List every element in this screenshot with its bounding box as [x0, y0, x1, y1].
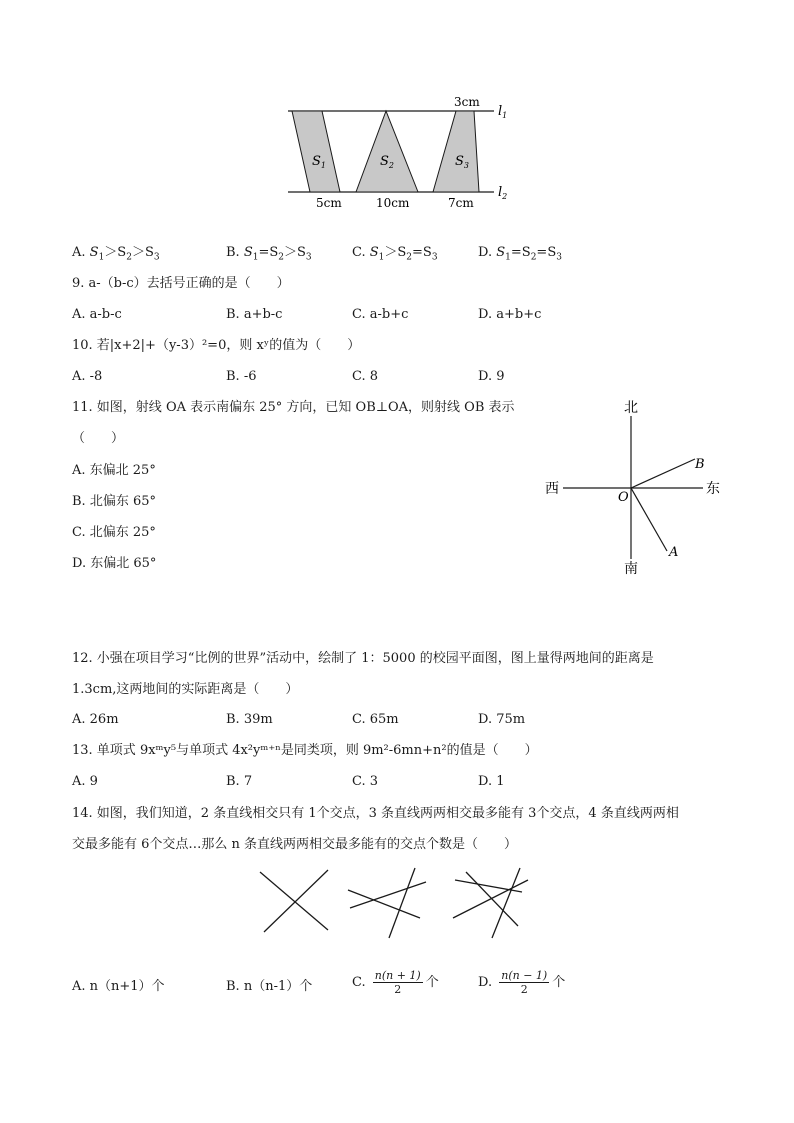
q11-option-b: B. 北偏东 65° [72, 494, 156, 509]
fraction-c: $\frac{n(n + 1)}{2}$ [374, 969, 421, 996]
q14-option-b: B. n（n-1）个 [226, 979, 313, 994]
q9-option-d: D. a+b+c [478, 307, 542, 322]
q8-option-b: B. $S_1=S_2>S_3$ [226, 245, 312, 263]
q8-option-a: A. $S_1>S_2>S_3$ [72, 245, 160, 263]
fig2-line-1 [348, 890, 420, 918]
ray-oa [631, 488, 667, 551]
q8-option-d: D. $S_1=S_2=S_3$ [478, 245, 562, 263]
label-north: 北 [624, 400, 638, 416]
label-s3: $S_3$ [455, 154, 469, 170]
q8-option-c: C. $S_1>S_2=S_3$ [352, 245, 438, 263]
q13-option-a: A. 9 [72, 774, 98, 789]
q14-option-c-unit: 个 [425, 975, 439, 990]
fig1-line-2 [264, 870, 328, 932]
q14-option-c [352, 970, 439, 995]
label-o: O [618, 490, 629, 505]
q12-stem-line2: 1.3cm,这两地间的实际距离是（ ） [72, 682, 299, 697]
label-top-3cm: 3cm [454, 95, 480, 109]
label-10cm: 10cm [376, 196, 410, 210]
q13-stem: 13. 单项式 9xᵐy⁵与单项式 4x²yᵐ⁺ⁿ是同类项，则 9m²-6mn+n²的值是（ ） [72, 743, 538, 758]
fig3-line-3 [466, 872, 518, 926]
fig2-line-3 [389, 868, 415, 938]
q12-option-a: A. 26m [72, 712, 119, 727]
q10-option-a: A. -8 [72, 369, 103, 384]
q11-option-c: C. 北偏东 25° [72, 525, 156, 540]
label-7cm: 7cm [448, 196, 474, 210]
q12-option-c: C. 65m [352, 712, 399, 727]
q9-option-a: A. a-b-c [72, 307, 122, 322]
q10-option-b: B. -6 [226, 369, 257, 384]
q9-stem: 9. a-（b-c）去括号正确的是（ ） [72, 276, 290, 291]
q12-option-b: B. 39m [226, 712, 273, 727]
q9-option-b: B. a+b-c [226, 307, 283, 322]
q14-option-d-label: D. [478, 975, 493, 990]
label-west: 西 [545, 481, 559, 497]
q14-option-d [478, 970, 565, 995]
q12-option-d: D. 75m [478, 712, 526, 727]
intersecting-lines-figure [250, 862, 540, 942]
q11-option-a: A. 东偏北 25° [72, 463, 156, 478]
q14-stem-line2: 交最多能有 6个交点…那么 n 条直线两两相交最多能有的交点个数是（ ） [72, 837, 518, 852]
label-5cm: 5cm [316, 196, 342, 210]
q14-option-c-label: C. [352, 975, 366, 990]
q14-option-a: A. n（n+1）个 [72, 979, 165, 994]
parallel-lines-figure [280, 92, 520, 214]
q10-option-d: D. 9 [478, 369, 505, 384]
q13-option-d: D. 1 [478, 774, 505, 789]
shape-s1 [292, 111, 340, 192]
fig3-line-2 [455, 880, 522, 892]
q11-stem-line2: （ ） [72, 431, 125, 446]
q11-option-d: D. 东偏北 65° [72, 556, 157, 571]
compass-figure [540, 396, 730, 578]
label-east: 东 [706, 481, 720, 497]
ray-ob [631, 459, 695, 488]
q10-stem: 10. 若|x+2|+（y-3）²=0，则 xʸ的值为（ ） [72, 338, 361, 353]
shape-s2 [356, 111, 418, 192]
label-a: A [669, 545, 679, 560]
label-l2: $l_2$ [498, 185, 508, 201]
q13-option-b: B. 7 [226, 774, 253, 789]
label-s2: $S_2$ [380, 154, 394, 170]
q11-stem-line1: 11. 如图，射线 OA 表示南偏东 25° 方向，已知 OB⊥OA，则射线 OB 表示 [72, 400, 515, 415]
q14-option-d-unit: 个 [552, 975, 566, 990]
fraction-d: $\frac{n(n - 1)}{2}$ [501, 969, 548, 996]
q9-option-c: C. a-b+c [352, 307, 409, 322]
label-b: B [695, 457, 705, 472]
label-south: 南 [624, 561, 638, 577]
q10-option-c: C. 8 [352, 369, 379, 384]
q12-stem-line1: 12. 小强在项目学习“比例的世界”活动中，绘制了 1：5000 的校园平面图，图上量得两地间的距离是 [72, 651, 654, 666]
label-l1: $l_1$ [498, 104, 508, 120]
label-s1: $S_1$ [312, 154, 326, 170]
shape-s3 [433, 111, 479, 192]
q14-stem-line1: 14. 如图，我们知道，2 条直线相交只有 1个交点，3 条直线两两相交最多能有 3个交点，4 条直线两两相 [72, 806, 679, 821]
q13-option-c: C. 3 [352, 774, 379, 789]
